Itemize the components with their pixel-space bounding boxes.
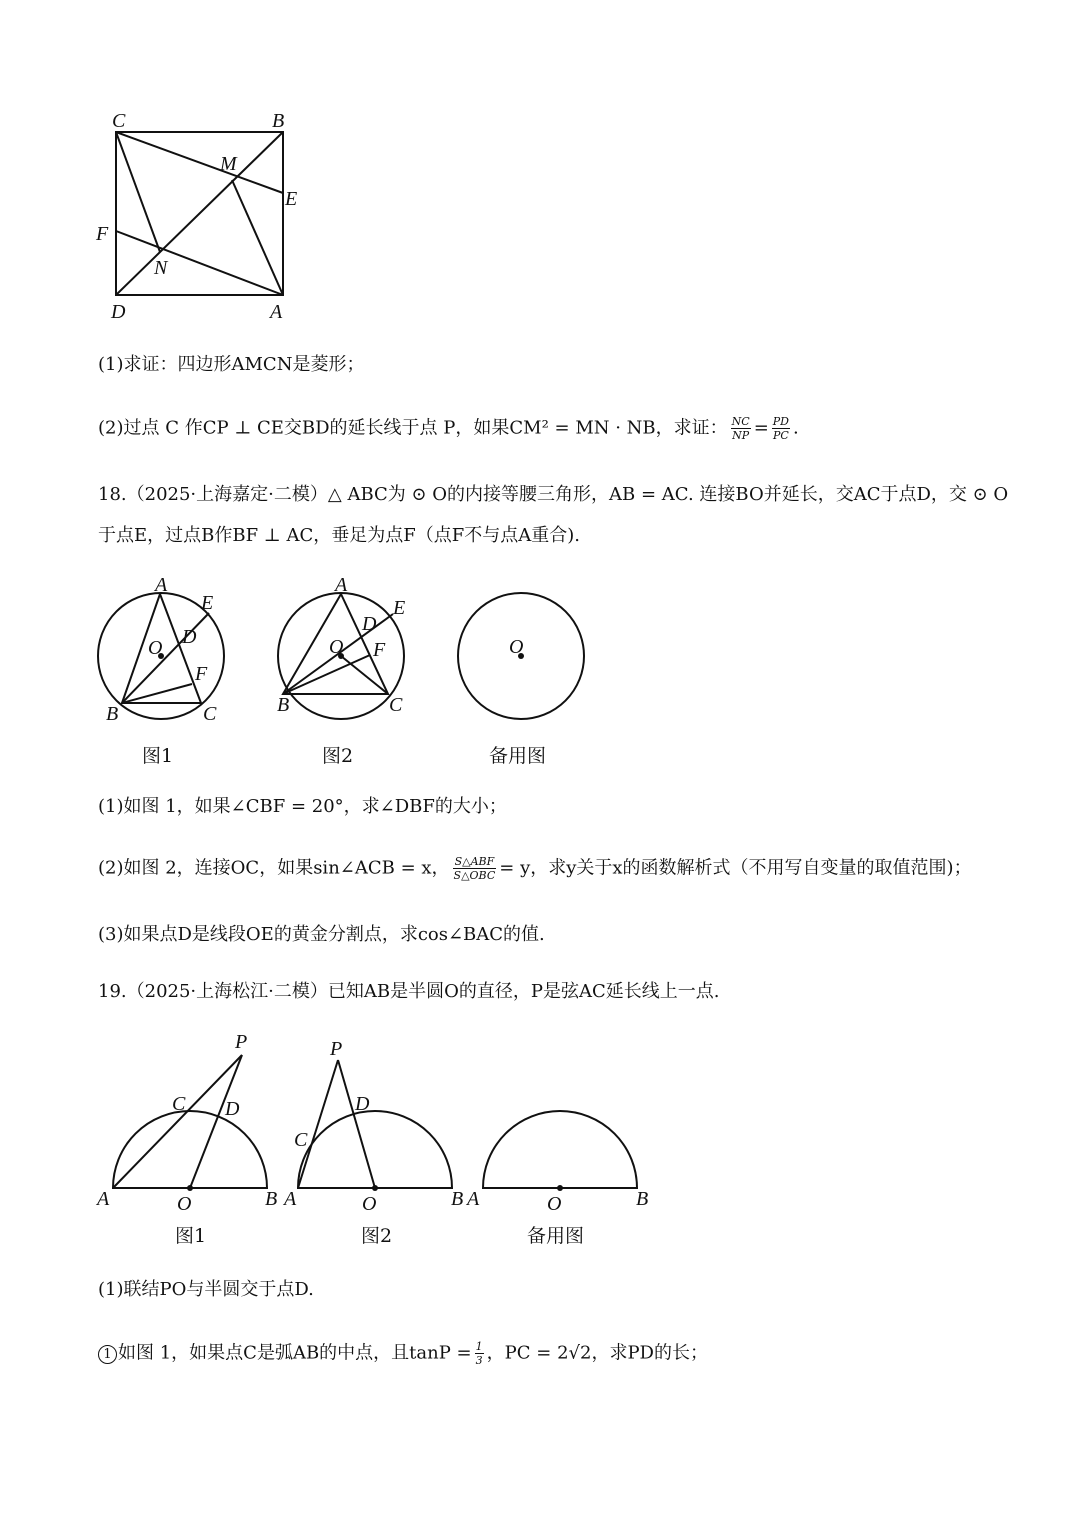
label-F: F	[96, 223, 109, 245]
fig2-label-A: A	[335, 574, 348, 596]
fig19-2-label-C: C	[294, 1129, 308, 1151]
fig1-label-F: F	[195, 663, 208, 685]
problem18-header-line2: 于点E，过点B作BF ⊥ AC，垂足为点F（点F不与点A重合).	[98, 525, 580, 546]
label-E: E	[285, 188, 298, 210]
spare-label-O: O	[509, 636, 524, 658]
fig19-2-caption: 图2	[361, 1225, 393, 1247]
fraction-numerator: S△ABF	[453, 855, 497, 869]
problem18-header-line1: 18.（2025·上海嘉定·二模）△ ABC为 ⊙ O的内接等腰三角形，AB = AC. 连接BO并延长，交AC于点D，交 ⊙ O	[98, 484, 1009, 505]
fig1-label-C: C	[203, 703, 217, 725]
fig19-2-label-D: D	[355, 1093, 370, 1115]
fraction-area-ratio	[453, 855, 497, 882]
spare19-label-A: A	[467, 1188, 480, 1210]
problem17-part1: (1)求证：四边形AMCN是菱形；	[98, 354, 365, 375]
square-figure	[90, 100, 320, 330]
fig2-label-C: C	[389, 694, 403, 716]
problem18-part2-prefix: (2)如图 2，连接OC，如果sin∠ACB = x，	[98, 857, 450, 879]
fraction-numerator: NC	[731, 415, 750, 428]
fig19-1-label-C: C	[172, 1093, 186, 1115]
fig2-label-O: O	[329, 636, 344, 658]
label-M: M	[220, 153, 237, 175]
equals-sign: =	[753, 417, 769, 439]
fig1-label-O: O	[148, 637, 163, 659]
fig19-2-label-P: P	[330, 1038, 343, 1060]
fig19-1-label-O: O	[177, 1193, 192, 1215]
spare19-label-B: B	[636, 1188, 649, 1210]
fig19-1-caption: 图1	[175, 1225, 207, 1247]
fig19-2-label-O: O	[362, 1193, 377, 1215]
fig19-1-label-A: A	[97, 1188, 110, 1210]
fig2-label-F: F	[373, 639, 386, 661]
fig19-1-label-P: P	[235, 1031, 248, 1053]
fig1-label-E: E	[201, 592, 214, 614]
fig1-label-D: D	[182, 626, 197, 648]
fig1-label-A: A	[155, 574, 168, 596]
fraction-denominator: 3	[475, 1354, 483, 1367]
problem18-part2-suffix: = y，求y关于x的函数解析式（不用写自变量的取值范围)；	[499, 857, 972, 879]
fraction-numerator: 1	[475, 1340, 483, 1353]
fraction-pd-pc	[772, 415, 790, 442]
spare19-label-O: O	[547, 1193, 562, 1215]
fig1-caption: 图1	[142, 745, 174, 767]
fig2-caption: 图2	[322, 745, 354, 767]
fig19-2-label-B: B	[451, 1188, 464, 1210]
label-A: A	[270, 301, 283, 323]
problem18-part1: (1)如图 1，如果∠CBF = 20°，求∠DBF的大小；	[98, 796, 507, 817]
spare-caption: 备用图	[489, 745, 547, 767]
circled-number: 1	[98, 1345, 117, 1364]
fraction-numerator: PD	[772, 415, 790, 428]
spare19-caption: 备用图	[527, 1225, 585, 1247]
fraction-nc-np	[731, 415, 751, 442]
fig19-1-label-B: B	[265, 1188, 278, 1210]
problem18-part2	[98, 855, 972, 882]
problem19-sub1-suffix: ，PC = 2√2，求PD的长；	[486, 1342, 708, 1364]
problem17-part2-prefix: (2)过点 C 作CP ⊥ CE交BD的延长线于点 P，如果CM² = MN · NB，求证：	[98, 417, 728, 439]
problem19-figures	[90, 1025, 670, 1255]
fig19-1-label-D: D	[225, 1098, 240, 1120]
fraction-denominator: NP	[732, 429, 750, 442]
problem17-part2-end: .	[793, 417, 799, 439]
label-N: N	[154, 257, 168, 279]
problem19-sub1	[98, 1340, 708, 1367]
problem18-part3: (3)如果点D是线段OE的黄金分割点，求cos∠BAC的值.	[98, 924, 545, 945]
label-C: C	[112, 110, 126, 132]
fraction-denominator: PC	[772, 429, 789, 442]
problem19-part1: (1)联结PO与半圆交于点D.	[98, 1279, 314, 1300]
fig19-2-label-A: A	[284, 1188, 297, 1210]
fig2-label-E: E	[393, 597, 406, 619]
fig2-label-D: D	[362, 613, 377, 635]
fig1-label-B: B	[106, 703, 119, 725]
fraction-one-third	[475, 1340, 484, 1367]
problem19-sub1-prefix: 如图 1，如果点C是弧AB的中点，且tanP =	[118, 1342, 472, 1364]
fraction-denominator: S△OBC	[453, 869, 496, 882]
label-D: D	[111, 301, 126, 323]
problem17-part2	[98, 415, 799, 442]
fig2-label-B: B	[277, 694, 290, 716]
label-B: B	[272, 110, 285, 132]
problem18-figures	[90, 570, 600, 770]
problem19-header: 19.（2025·上海松江·二模）已知AB是半圆O的直径，P是弦AC延长线上一点.	[98, 981, 720, 1002]
